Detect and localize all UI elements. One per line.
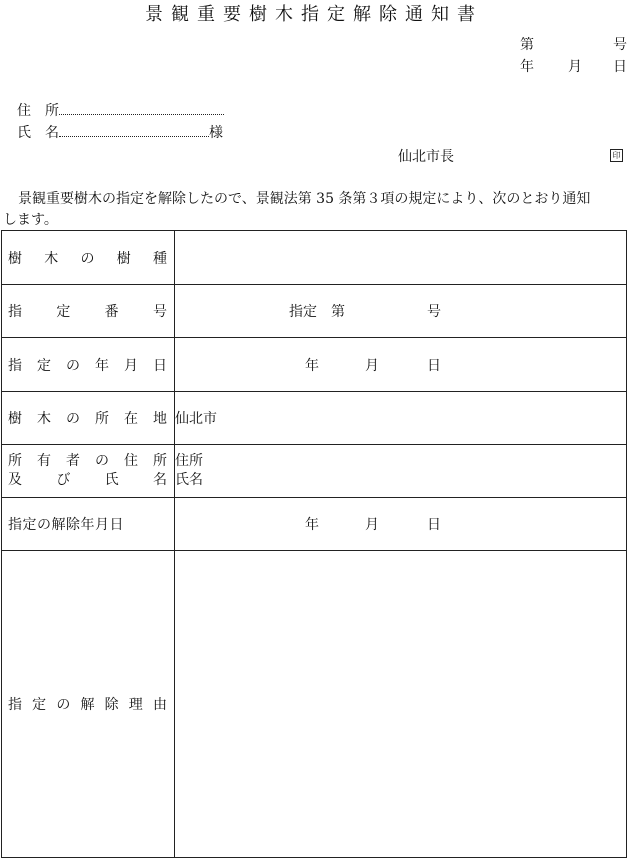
row-species xyxy=(2,231,627,285)
release-date-value[interactable]: 年 月 日 xyxy=(175,498,627,551)
name-label: 氏 名 xyxy=(17,125,59,141)
row-designation-date xyxy=(2,338,627,392)
notice-table xyxy=(1,230,627,858)
name-line xyxy=(59,122,209,137)
row-release-date xyxy=(2,498,627,551)
row-reason xyxy=(2,551,627,858)
body-text-line2: します。 xyxy=(3,212,58,228)
number-label: 指 定 番 号 xyxy=(2,285,175,338)
number-value[interactable]: 指定 第 号 xyxy=(175,285,627,338)
body-text-line1: 景観重要樹木の指定を解除したので、景観法第 35 条第３項の規定により、次のとおり通知 xyxy=(18,191,591,207)
seal-icon: 印 xyxy=(610,149,623,162)
species-value[interactable] xyxy=(175,231,627,285)
recipient-address xyxy=(17,100,224,120)
date-year: 年 xyxy=(520,59,534,75)
row-number xyxy=(2,285,627,338)
page-title: 景観重要樹木指定解除通知書 xyxy=(145,4,483,25)
owner-label: 所 有 者 の 住 所 及 び 氏 名 xyxy=(2,445,175,498)
date-month: 月 xyxy=(568,59,582,75)
number-suffix: 号 xyxy=(613,37,627,53)
location-label: 樹 木 の 所 在 地 xyxy=(2,392,175,445)
designation-date-value[interactable]: 年 月 日 xyxy=(175,338,627,392)
recipient-name xyxy=(17,122,223,142)
address-label: 住 所 xyxy=(17,103,59,119)
address-line xyxy=(59,100,224,115)
species-label: 樹 木 の 樹 種 xyxy=(2,231,175,285)
date-day: 日 xyxy=(613,59,627,75)
release-date-label: 指定の解除年月日 xyxy=(2,498,175,551)
seal-mark xyxy=(610,146,623,162)
number-prefix: 第 xyxy=(520,37,534,53)
owner-address: 住所 xyxy=(175,453,203,469)
owner-name: 氏名 xyxy=(175,472,203,488)
location-value[interactable]: 仙北市 xyxy=(175,392,627,445)
honorific: 様 xyxy=(209,125,223,141)
mayor-title: 仙北市長 xyxy=(398,149,454,165)
reason-value[interactable] xyxy=(175,551,627,858)
row-location xyxy=(2,392,627,445)
reason-label: 指 定 の 解 除 理 由 xyxy=(2,551,175,858)
designation-date-label: 指 定 の 年 月 日 xyxy=(2,338,175,392)
owner-value[interactable] xyxy=(175,445,627,498)
row-owner xyxy=(2,445,627,498)
